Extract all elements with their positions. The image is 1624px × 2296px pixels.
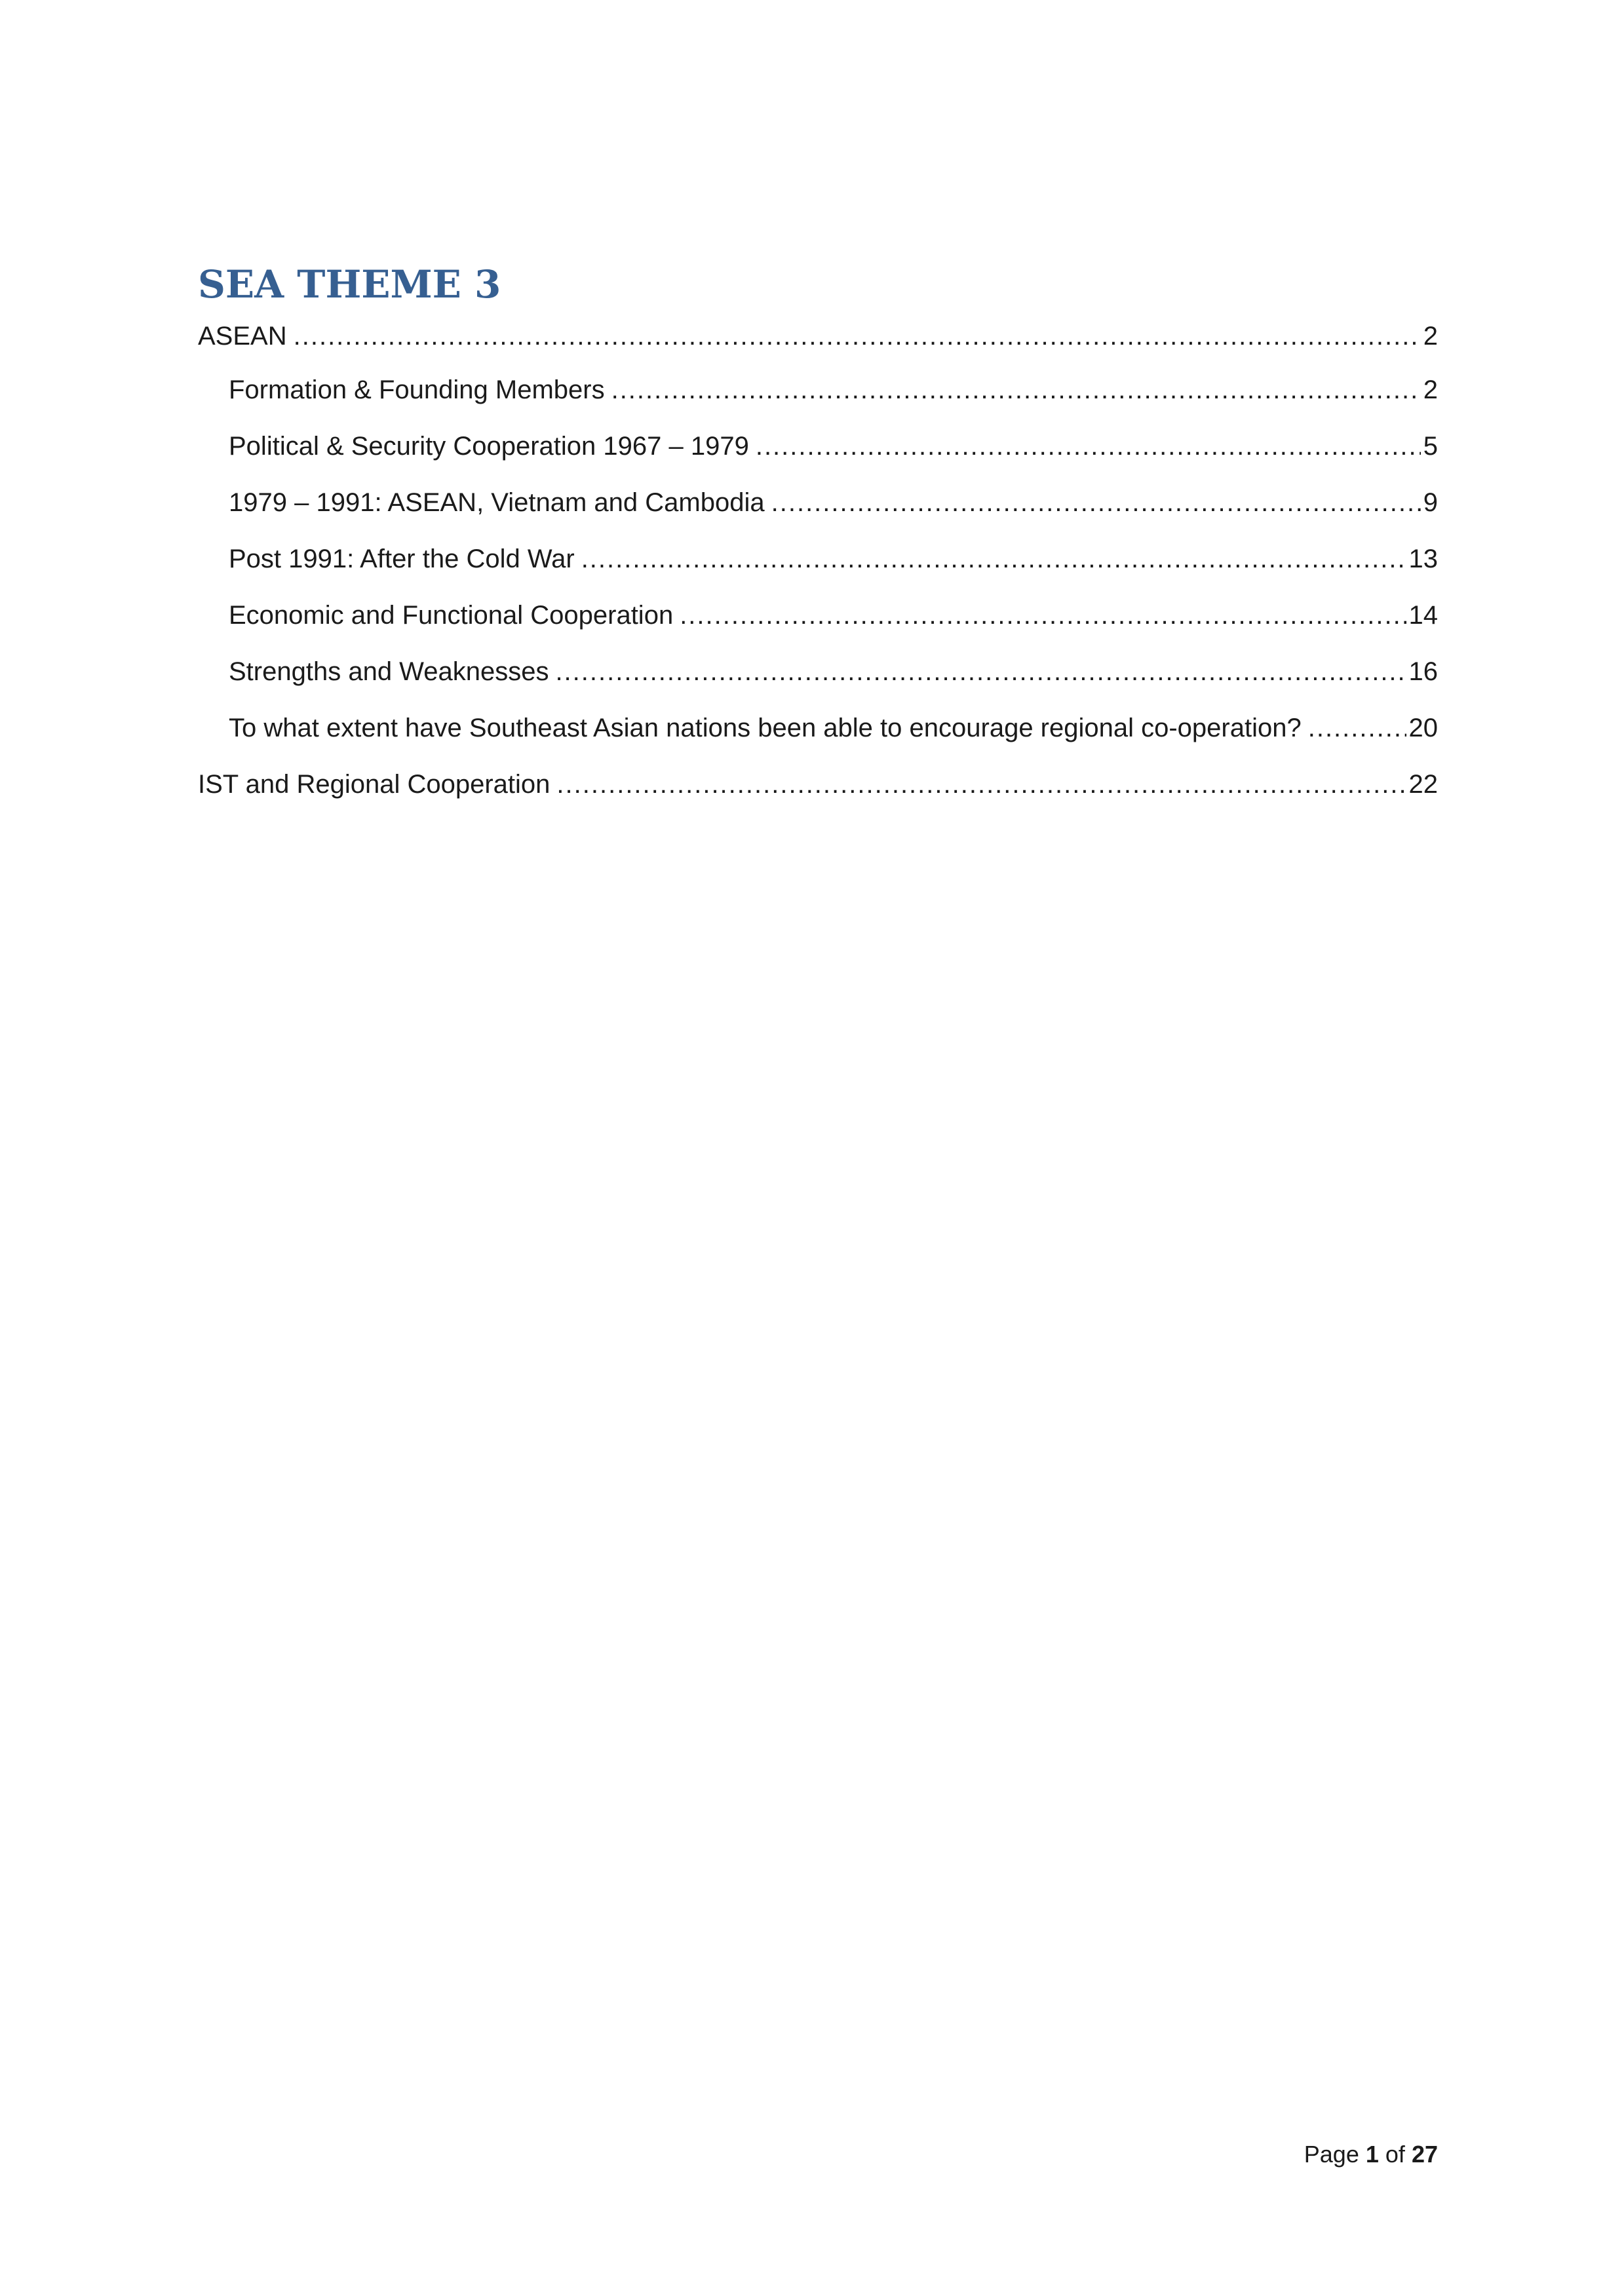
toc-page-number: 13: [1408, 545, 1438, 573]
toc-entry-formation-founding-members[interactable]: [198, 362, 1438, 418]
toc-dot-leader: [1308, 700, 1406, 756]
toc-entry-label: Strengths and Weaknesses: [229, 657, 549, 686]
toc-entry-post-1991[interactable]: [198, 531, 1438, 587]
toc-entry-ist-regional-cooperation[interactable]: [198, 756, 1438, 813]
footer-total-pages: 27: [1411, 2141, 1438, 2168]
toc-entry-label: 1979 – 1991: ASEAN, Vietnam and Cambodia: [229, 488, 765, 517]
toc-entry-label: ASEAN: [198, 322, 287, 351]
toc-entry-economic-functional-cooperation[interactable]: [198, 587, 1438, 643]
toc-page-number: 16: [1408, 657, 1438, 686]
toc-dot-leader: [756, 418, 1421, 474]
toc-entry-strengths-weaknesses[interactable]: [198, 643, 1438, 700]
toc-dot-leader: [611, 362, 1421, 418]
toc-dot-leader: [294, 311, 1421, 362]
toc-entry-asean[interactable]: [198, 311, 1438, 362]
page-footer: [1304, 2139, 1438, 2170]
toc-entry-label: To what extent have Southeast Asian nations been able to encourage regional co-operation?: [229, 714, 1302, 742]
toc-entry-label: Political & Security Cooperation 1967 – 1979: [229, 432, 749, 461]
toc-entry-political-security-cooperation[interactable]: [198, 418, 1438, 474]
toc-dot-leader: [556, 756, 1406, 813]
toc-page-number: 20: [1408, 714, 1438, 742]
toc-page-number: 9: [1423, 488, 1438, 517]
toc-page-number: 2: [1423, 375, 1438, 404]
toc-entry-label: Formation & Founding Members: [229, 375, 605, 404]
toc-page-number: 22: [1408, 770, 1438, 799]
toc-entry-label: Economic and Functional Cooperation: [229, 601, 674, 630]
footer-of-label: of: [1385, 2141, 1405, 2168]
table-of-contents: [198, 311, 1438, 813]
toc-entry-label: IST and Regional Cooperation: [198, 770, 551, 799]
document-title: SEA THEME 3: [198, 262, 501, 307]
toc-page-number: 5: [1423, 432, 1438, 461]
toc-entry-regional-cooperation-question[interactable]: [198, 700, 1438, 756]
toc-entry-asean-vietnam-cambodia[interactable]: [198, 474, 1438, 531]
toc-dot-leader: [581, 531, 1406, 587]
toc-entry-label: Post 1991: After the Cold War: [229, 545, 575, 573]
toc-page-number: 2: [1423, 322, 1438, 351]
footer-page-label: Page: [1304, 2141, 1359, 2168]
toc-dot-leader: [555, 643, 1406, 700]
toc-dot-leader: [771, 474, 1421, 531]
footer-current-page: 1: [1365, 2141, 1379, 2168]
toc-page-number: 14: [1408, 601, 1438, 630]
toc-dot-leader: [680, 587, 1406, 643]
